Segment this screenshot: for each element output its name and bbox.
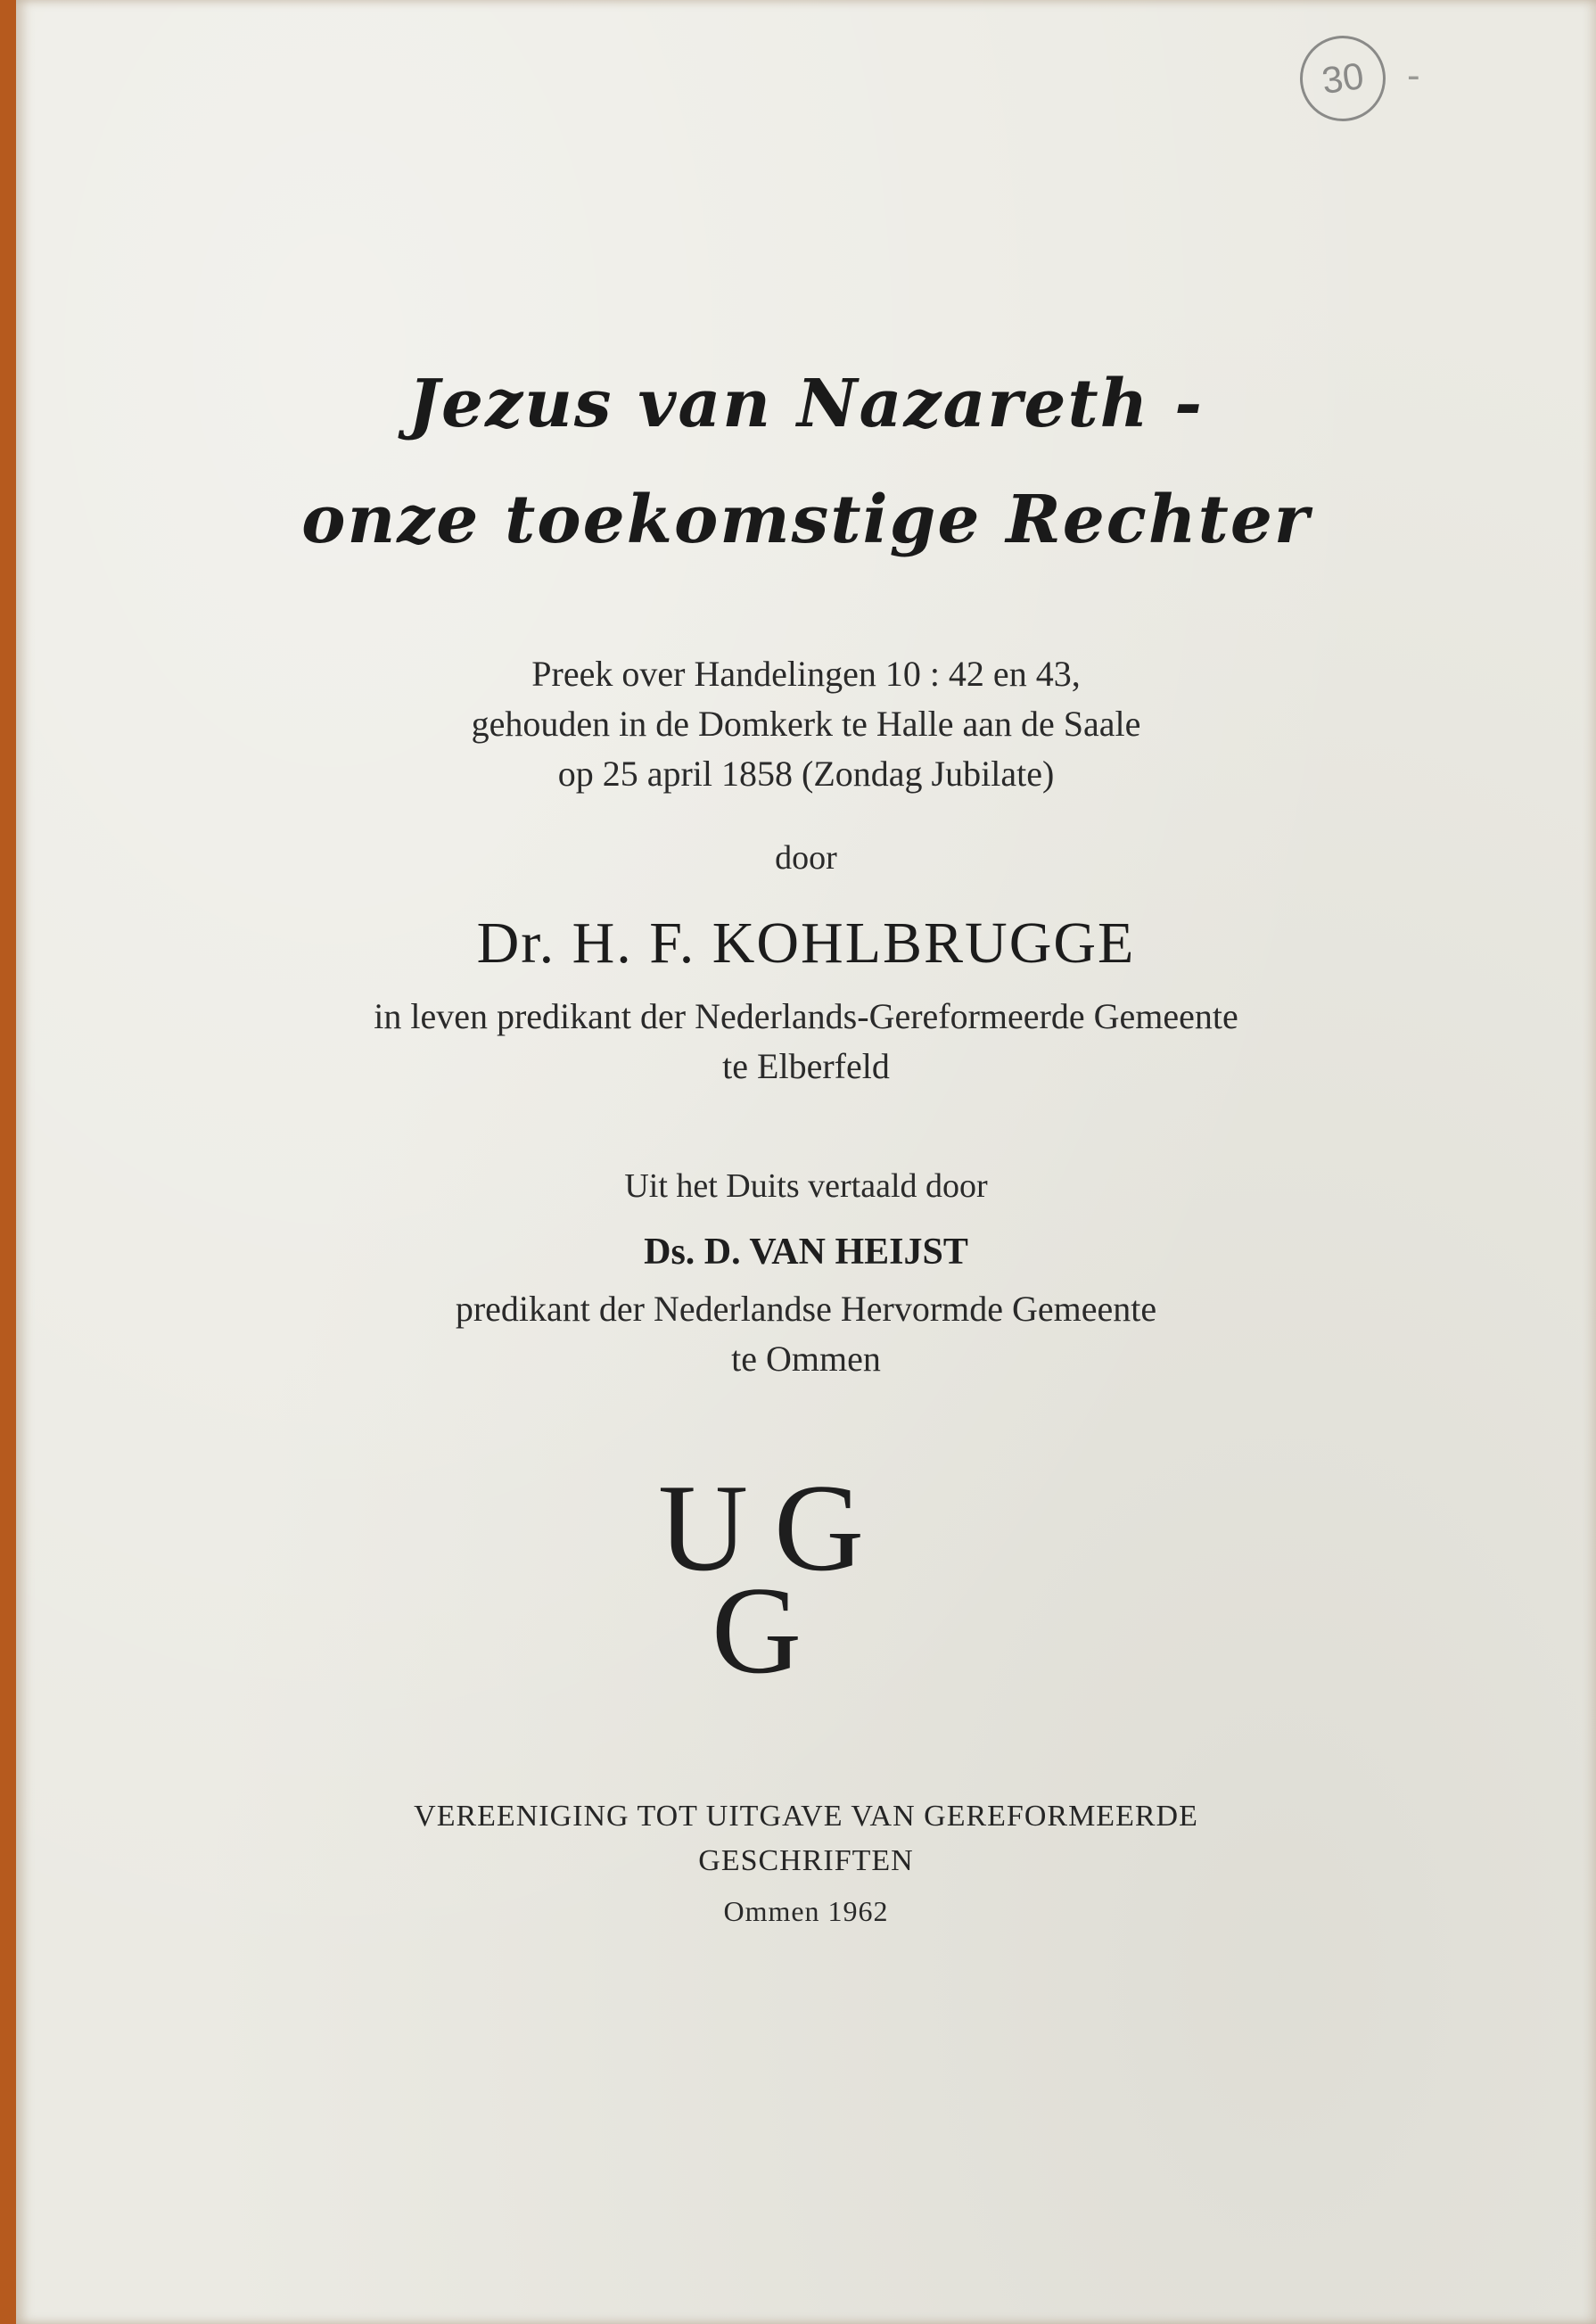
title-line-2: onze toekomstige Rechter xyxy=(301,482,1311,558)
subtitle-line-2: gehouden in de Domkerk te Halle aan de Saale xyxy=(471,704,1141,744)
logo-letter-u: U xyxy=(658,1459,749,1597)
logo-letter-g-bottom: G xyxy=(712,1562,802,1694)
title-line-1: Jezus van Nazareth - xyxy=(408,366,1204,442)
publisher-line-2: GESCHRIFTEN xyxy=(698,1844,914,1877)
translator-name: Ds. D. VAN HEIJST xyxy=(644,1232,968,1273)
pencil-circled-number xyxy=(1295,30,1391,127)
author-name: Dr. H. F. KOHLBRUGGE xyxy=(476,911,1136,976)
by-label: door xyxy=(775,839,837,877)
subtitle-line-3: op 25 april 1858 (Zondag Jubilate) xyxy=(557,754,1055,794)
subtitle-line-1: Preek over Handelingen 10 : 42 en 43, xyxy=(531,654,1081,694)
publisher-line-1: VEREENIGING TOT UITGAVE VAN GEREFORMEERDE xyxy=(414,1800,1198,1833)
author-desc-line-2: te Elberfeld xyxy=(722,1046,890,1086)
author-desc-line-1: in leven predikant der Nederlands-Gereformeerde Gemeente xyxy=(374,996,1238,1036)
publisher-place-year: Ommen 1962 xyxy=(723,1895,889,1927)
translator-desc-line-1: predikant der Nederlandse Hervormde Gemeente xyxy=(455,1289,1157,1329)
logo-letter-g-top: G xyxy=(774,1459,865,1597)
pencil-dash: - xyxy=(1407,54,1420,97)
title-page xyxy=(16,0,1596,2324)
translator-desc-line-2: te Ommen xyxy=(731,1339,881,1379)
circled-number-text: 30 xyxy=(1319,54,1367,103)
publisher-monogram-logo xyxy=(640,1454,908,1694)
translation-intro: Uit het Duits vertaald door xyxy=(624,1167,988,1205)
